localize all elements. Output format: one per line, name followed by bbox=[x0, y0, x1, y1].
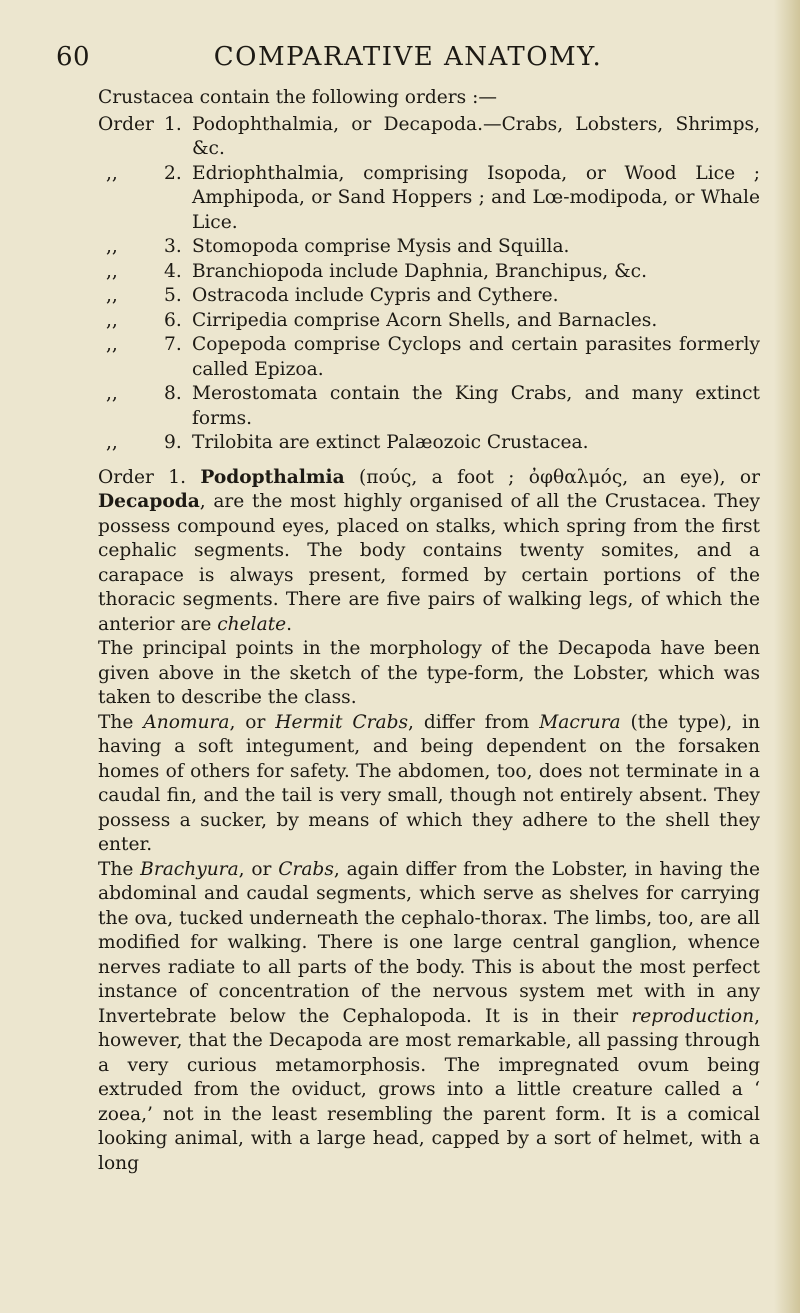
paragraph-text: , again differ from the Lobster, in having the abdominal and caudal segments, which serve as shelves for carrying the ova, tucked underneath the cephalo-thorax. The limbs, too, are all modified for walking. There is one large central ganglion, whence nerves radiate to all parts of the body. This is about the most perfect instance of concentration of the nervous system met with in any Invertebrate below the Cephalopoda. It is in their bbox=[98, 858, 760, 1027]
term-anomura: Anomura bbox=[143, 711, 230, 733]
paragraph-decapoda bbox=[98, 466, 760, 638]
order-lead: Order 1. bbox=[98, 466, 201, 488]
order-number: 5. bbox=[164, 285, 182, 306]
page-header bbox=[48, 38, 768, 78]
order-description: Cirripedia comprise Acorn Shells, and Barnacles. bbox=[192, 309, 658, 331]
order-item bbox=[98, 309, 760, 334]
paragraph-text: (πούς, a foot ; ὀφθαλμός, an eye), or bbox=[344, 466, 761, 488]
paragraph-anomura bbox=[98, 711, 760, 858]
order-item bbox=[98, 333, 760, 382]
paragraph-text: , differ from bbox=[408, 711, 540, 733]
order-number: 2. bbox=[164, 162, 182, 184]
order-prefix: ,, bbox=[106, 260, 118, 282]
order-prefix: Order bbox=[98, 113, 154, 135]
order-prefix: ,, bbox=[106, 432, 118, 453]
term-hermit-crabs: Hermit Crabs bbox=[275, 711, 409, 733]
page-body bbox=[98, 86, 760, 1176]
decapoda-section bbox=[98, 466, 760, 1177]
paragraph-text: , are the most highly organised of all the Crustacea. They possess compound eyes, placed on stalks, which spring from the first cephalic segments. The body contains twenty somites, and a carapace is always present, formed by certain portions of the thoracic segments. There are five pairs of walking legs, of which the anterior are bbox=[98, 491, 760, 635]
order-number: 8. bbox=[164, 383, 182, 404]
order-item bbox=[98, 260, 760, 285]
order-description: Ostracoda include Cypris and Cythere. bbox=[192, 285, 559, 306]
order-prefix: ,, bbox=[106, 285, 118, 306]
paragraph-text: The bbox=[98, 711, 144, 733]
term-crabs: Crabs bbox=[278, 858, 334, 880]
term-brachyura: Brachyura bbox=[140, 858, 239, 880]
page-edge-shadow bbox=[774, 0, 800, 1313]
order-number: 9. bbox=[164, 432, 182, 453]
order-item bbox=[98, 235, 760, 260]
running-title: COMPARATIVE ANATOMY. bbox=[213, 42, 603, 72]
order-prefix: ,, bbox=[106, 383, 118, 404]
order-item bbox=[98, 162, 760, 236]
term-podopthalmia: Podopthalmia bbox=[200, 466, 345, 488]
paragraph-text: , or bbox=[238, 858, 279, 880]
order-description: Stomopoda comprise Mysis and Squilla. bbox=[192, 236, 570, 257]
term-reproduction: reproduction bbox=[631, 1005, 755, 1027]
order-description: Merostomata contain the King Crabs, and many extinct forms. bbox=[192, 383, 760, 429]
order-item bbox=[98, 284, 760, 309]
order-description: Trilobita are extinct Palæozoic Crustacea. bbox=[192, 432, 589, 453]
paragraph-text: (the type), in having a soft integument, and being dependent on the forsaken homes of others for safety. The abdomen, too, does not terminate in a caudal fin, and the tail is very small, though not entirely absent. They possess a sucker, by means of which they adhere to the shell they enter. bbox=[98, 711, 760, 855]
order-number: 3. bbox=[164, 236, 182, 257]
page-number: 60 bbox=[56, 42, 91, 72]
order-number: 1. bbox=[164, 113, 182, 135]
paragraph-text: . bbox=[286, 613, 293, 635]
paragraph-brachyura bbox=[98, 858, 760, 1177]
order-prefix: ,, bbox=[106, 309, 118, 331]
intro-line: Crustacea contain the following orders :— bbox=[98, 87, 497, 108]
order-number: 7. bbox=[164, 334, 182, 355]
paragraph-text: , however, that the Decapoda are most remarkable, all passing through a very curious metamorphosis. The impregnated ovum being extruded from the oviduct, grows into a little creature called a ‘ zoea,’ not in the least resembling the parent form. It is a comical looking animal, with a large head, capped by a sort of helmet, with a long bbox=[98, 1005, 760, 1174]
order-prefix: ,, bbox=[106, 334, 118, 355]
order-item bbox=[98, 382, 760, 431]
paragraph-text: , or bbox=[229, 711, 276, 733]
order-prefix: ,, bbox=[106, 162, 118, 184]
term-macrura: Macrura bbox=[539, 711, 621, 733]
order-number: 6. bbox=[164, 309, 182, 331]
order-number: 4. bbox=[164, 260, 182, 282]
term-chelate: chelate bbox=[217, 613, 287, 635]
paragraph-text: The bbox=[98, 858, 141, 880]
order-description: Copepoda comprise Cyclops and certain parasites formerly called Epizoa. bbox=[192, 334, 760, 380]
paragraph-morphology: The principal points in the morphology of the Decapoda have been given above in the sketch of the type-form, the Lobster, which was taken to describe the class. bbox=[98, 638, 760, 708]
orders-list bbox=[98, 113, 760, 456]
order-prefix: ,, bbox=[106, 236, 118, 257]
order-description: Edriophthalmia, comprising Isopoda, or Wood Lice ; Amphipoda, or Sand Hoppers ; and Lœ-modipoda, or Whale Lice. bbox=[192, 162, 760, 233]
order-description: Podophthalmia, or Decapoda.—Crabs, Lobsters, Shrimps, &c. bbox=[192, 113, 760, 159]
order-description: Branchiopoda include Daphnia, Branchipus, &c. bbox=[192, 260, 647, 282]
order-item bbox=[98, 113, 760, 162]
order-item bbox=[98, 431, 760, 456]
term-decapoda: Decapoda bbox=[98, 491, 200, 512]
